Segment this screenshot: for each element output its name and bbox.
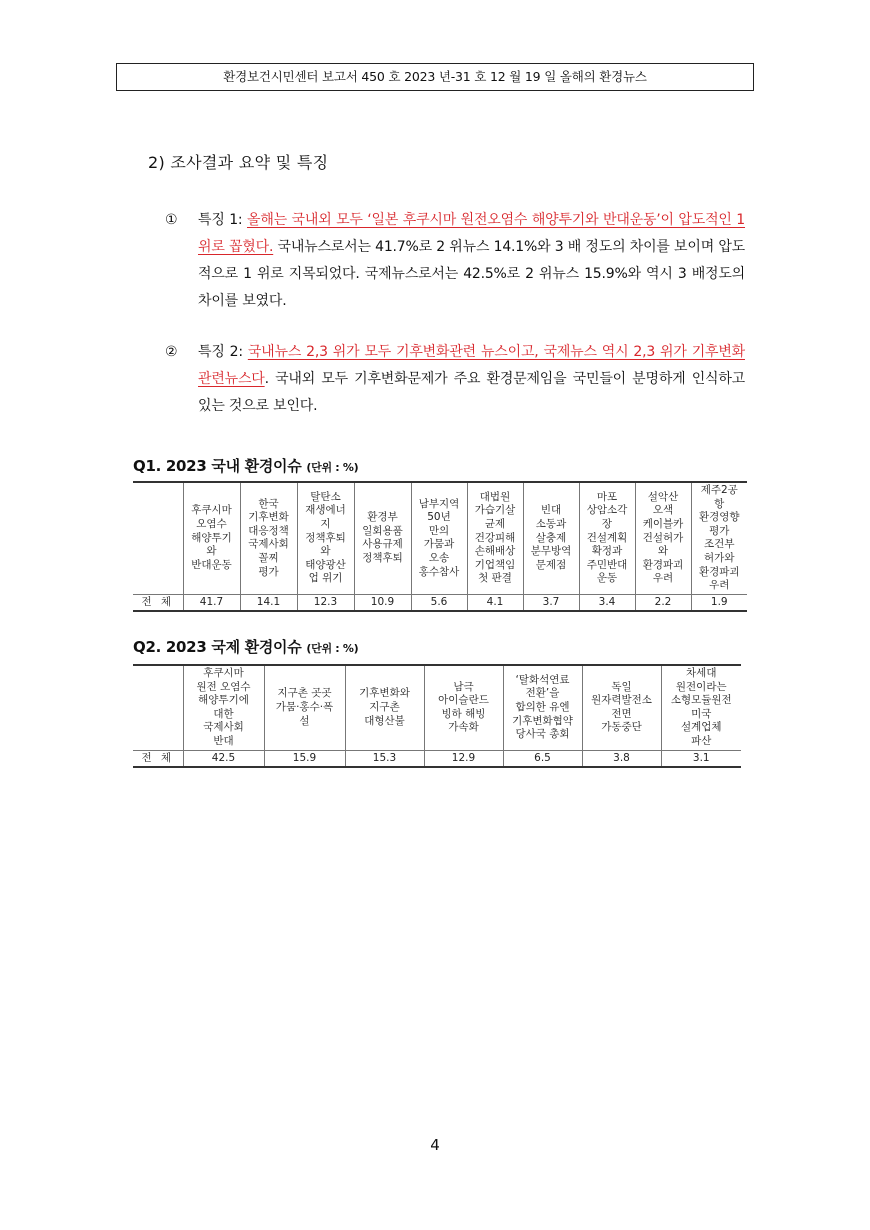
q1-header-cell: 후쿠시마 오염수 해양투기 와 반대운동 — [183, 482, 240, 594]
q2-value-cell: 3.8 — [582, 750, 661, 767]
q1-table — [133, 481, 747, 612]
q2-row-label: 전 체 — [133, 750, 183, 767]
q1-header-cell: 환경부 일회용품 사용규제 정책후퇴 — [354, 482, 411, 594]
point-text: . 국내외 모두 기후변화문제가 주요 환경문제임을 국민들이 분명하게 인식하고 있는 것으로 보인다. — [198, 371, 745, 414]
q1-header-cell: 마포 상암소각 장 건설계획 확정과 주민반대 운동 — [579, 482, 635, 594]
q1-value-cell: 3.4 — [579, 594, 635, 611]
feature-point-1 — [165, 207, 745, 315]
point-text: 국내뉴스로서는 41.7%로 2 위뉴스 14.1%와 3 배 정도의 차이를 보이며 압도적으로 1 위로 지목되었다. 국제뉴스로서는 42.5%로 2 위뉴스 15.9%와 역시 3 배정도의 차이를 보였다. — [198, 239, 745, 309]
q1-value-cell: 41.7 — [183, 594, 240, 611]
point-body — [198, 339, 745, 420]
q2-header-cell: ‘탈화석연료 전환’을 합의한 유엔 기후변화협약 당사국 총회 — [503, 665, 582, 750]
feature-point-2 — [165, 339, 745, 420]
q2-value-cell: 15.9 — [264, 750, 345, 767]
q1-header-cell: 탈탄소 재생에너 지 정책후퇴 와 태양광산 업 위기 — [297, 482, 354, 594]
q2-title-text: Q2. 2023 국제 환경이슈 — [133, 638, 302, 656]
q1-header-cell: 남부지역 50년 만의 가뭄과 오송 홍수참사 — [411, 482, 467, 594]
q2-header-cell: 남극 아이슬란드 빙하 해빙 가속화 — [424, 665, 503, 750]
q2-header-cell: 후쿠시마 원전 오염수 해양투기에 대한 국제사회 반대 — [183, 665, 264, 750]
q1-header-cell: 대법원 가습기살 균제 건강피해 손해배상 기업책임 첫 판결 — [467, 482, 523, 594]
q1-value-cell: 2.2 — [635, 594, 691, 611]
q2-value-cell: 12.9 — [424, 750, 503, 767]
q1-unit: (단위 : %) — [306, 461, 359, 474]
q2-title — [133, 636, 358, 657]
q2-header-cell: 기후변화와 지구촌 대형산불 — [345, 665, 424, 750]
point-marker: ② — [165, 344, 178, 360]
report-header — [116, 63, 754, 91]
section-title: 2) 조사결과 요약 및 특징 — [148, 153, 329, 172]
q1-header-cell: 한국 기후변화 대응정책 국제사회 꼴찌 평가 — [240, 482, 297, 594]
q1-title — [133, 455, 358, 476]
q1-data-row — [133, 594, 747, 611]
q1-value-cell: 1.9 — [691, 594, 747, 611]
q1-corner-cell — [133, 482, 183, 594]
page-number: 4 — [430, 1136, 440, 1154]
q2-header-cell: 독일 원자력발전소 전면 가동중단 — [582, 665, 661, 750]
point-marker: ① — [165, 212, 178, 228]
q2-header-cell: 차세대 원전이라는 소형모듈원전 미국 설계업체 파산 — [661, 665, 741, 750]
q1-value-cell: 3.7 — [523, 594, 579, 611]
q1-value-cell: 10.9 — [354, 594, 411, 611]
q1-header-cell: 설악산 오색 케이블카 건설허가 와 환경파괴 우려 — [635, 482, 691, 594]
q2-value-cell: 15.3 — [345, 750, 424, 767]
q2-value-cell: 42.5 — [183, 750, 264, 767]
q1-header-cell: 제주2공 항 환경영향 평가 조건부 허가와 환경파괴 우려 — [691, 482, 747, 594]
point-highlight: 국내뉴스 2,3 위가 모두 기후변화관련 뉴스이고, 국제뉴스 역시 2,3 위가 기후변화 관련뉴스다 — [198, 344, 745, 387]
point-body — [198, 207, 745, 315]
point-prefix: 특징 2: — [198, 344, 248, 360]
q2-corner-cell — [133, 665, 183, 750]
point-highlight: 올해는 국내외 모두 ‘일본 후쿠시마 원전오염수 해양투기와 반대운동’이 압도적인 1 위로 꼽혔다. — [198, 212, 746, 255]
q2-data-row — [133, 750, 741, 767]
q1-value-cell: 4.1 — [467, 594, 523, 611]
q2-table — [133, 664, 741, 768]
point-prefix: 특징 1: — [198, 212, 248, 228]
q2-header-cell: 지구촌 곳곳 가뭄·홍수·폭 설 — [264, 665, 345, 750]
q1-value-cell: 12.3 — [297, 594, 354, 611]
q1-header-cell: 빈대 소동과 살충제 분무방역 문제점 — [523, 482, 579, 594]
q1-value-cell: 5.6 — [411, 594, 467, 611]
q1-value-cell: 14.1 — [240, 594, 297, 611]
q1-header-row — [133, 482, 747, 594]
q2-header-row — [133, 665, 741, 750]
q2-value-cell: 3.1 — [661, 750, 741, 767]
q2-value-cell: 6.5 — [503, 750, 582, 767]
q2-unit: (단위 : %) — [306, 642, 359, 655]
report-header-text: 환경보건시민센터 보고서 450 호 2023 년-31 호 12 월 19 일 올해의 환경뉴스 — [223, 69, 647, 84]
q1-title-text: Q1. 2023 국내 환경이슈 — [133, 457, 302, 475]
q1-row-label: 전 체 — [133, 594, 183, 611]
